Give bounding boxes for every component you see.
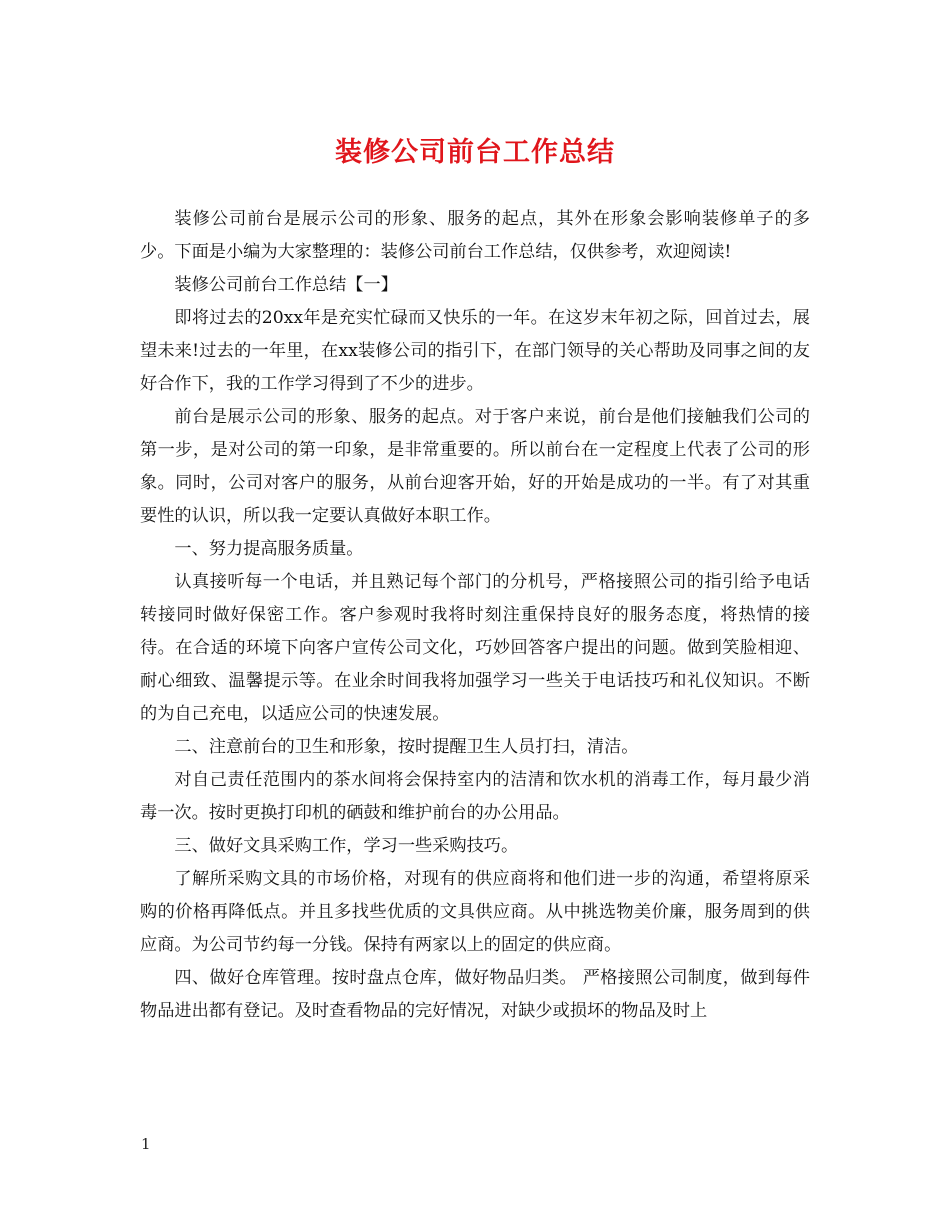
paragraph-purchasing: 了解所采购文具的市场价格，对现有的供应商将和他们进一步的沟通，希望将原采购的价格再降低点。并且多找些优质的文具供应商。从中挑选物美价廉，服务周到的供应商。为公司节约每一分钱。保持有两家以上的固定的供应商。: [140, 869, 810, 955]
paragraph-year-review: 即将过去的20xx年是充实忙碌而又快乐的一年。在这岁末年初之际，回首过去，展望未来!过去的一年里，在xx装修公司的指引下，在部门领导的关心帮助及同事之间的友好合作下，我的工作学习得到了不少的进步。: [140, 308, 810, 394]
paragraph-intro: 装修公司前台是展示公司的形象、服务的起点，其外在形象会影响装修单子的多少。下面是小编为大家整理的：装修公司前台工作总结，仅供参考，欢迎阅读!: [140, 209, 810, 262]
document-body: [140, 203, 810, 1028]
document-title: 装修公司前台工作总结: [335, 137, 615, 168]
heading-service-quality: 一、努力提高服务质量。: [174, 539, 364, 559]
page-number: 1: [141, 1135, 151, 1153]
section-heading-one: 装修公司前台工作总结【一】: [174, 275, 398, 295]
paragraph-warehouse: 四、做好仓库管理。按时盘点仓库，做好物品归类。 严格接照公司制度，做到每件物品进出都有登记。及时查看物品的完好情况，对缺少或损坏的物品及时上: [140, 968, 810, 1021]
paragraph-front-desk-role: 前台是展示公司的形象、服务的起点。对于客户来说，前台是他们接触我们公司的第一步，是对公司的第一印象，是非常重要的。所以前台在一定程度上代表了公司的形象。同时，公司对客户的服务，从前台迎客开始，好的开始是成功的一半。有了对其重要性的认识，所以我一定要认真做好本职工作。: [140, 407, 810, 526]
heading-hygiene: 二、注意前台的卫生和形象，按时提醒卫生人员打扫，清洁。: [174, 737, 639, 757]
paragraph-hygiene: 对自己责任范围内的茶水间将会保持室内的洁清和饮水机的消毒工作，每月最少消毒一次。按时更换打印机的硒鼓和维护前台的办公用品。: [140, 770, 810, 823]
paragraph-service-quality: 认真接听每一个电话，并且熟记每个部门的分机号，严格接照公司的指引给予电话转接同时做好保密工作。客户参观时我将时刻注重保持良好的服务态度，将热情的接待。在合适的环境下向客户宣传公司文化，巧妙回答客户提出的问题。做到笑脸相迎、耐心细致、温馨提示等。在业余时间我将加强学习一些关于电话技巧和礼仪知识。不断的为自己充电，以适应公司的快速发展。: [140, 572, 810, 724]
heading-purchasing: 三、做好文具采购工作，学习一些采购技巧。: [174, 836, 519, 856]
